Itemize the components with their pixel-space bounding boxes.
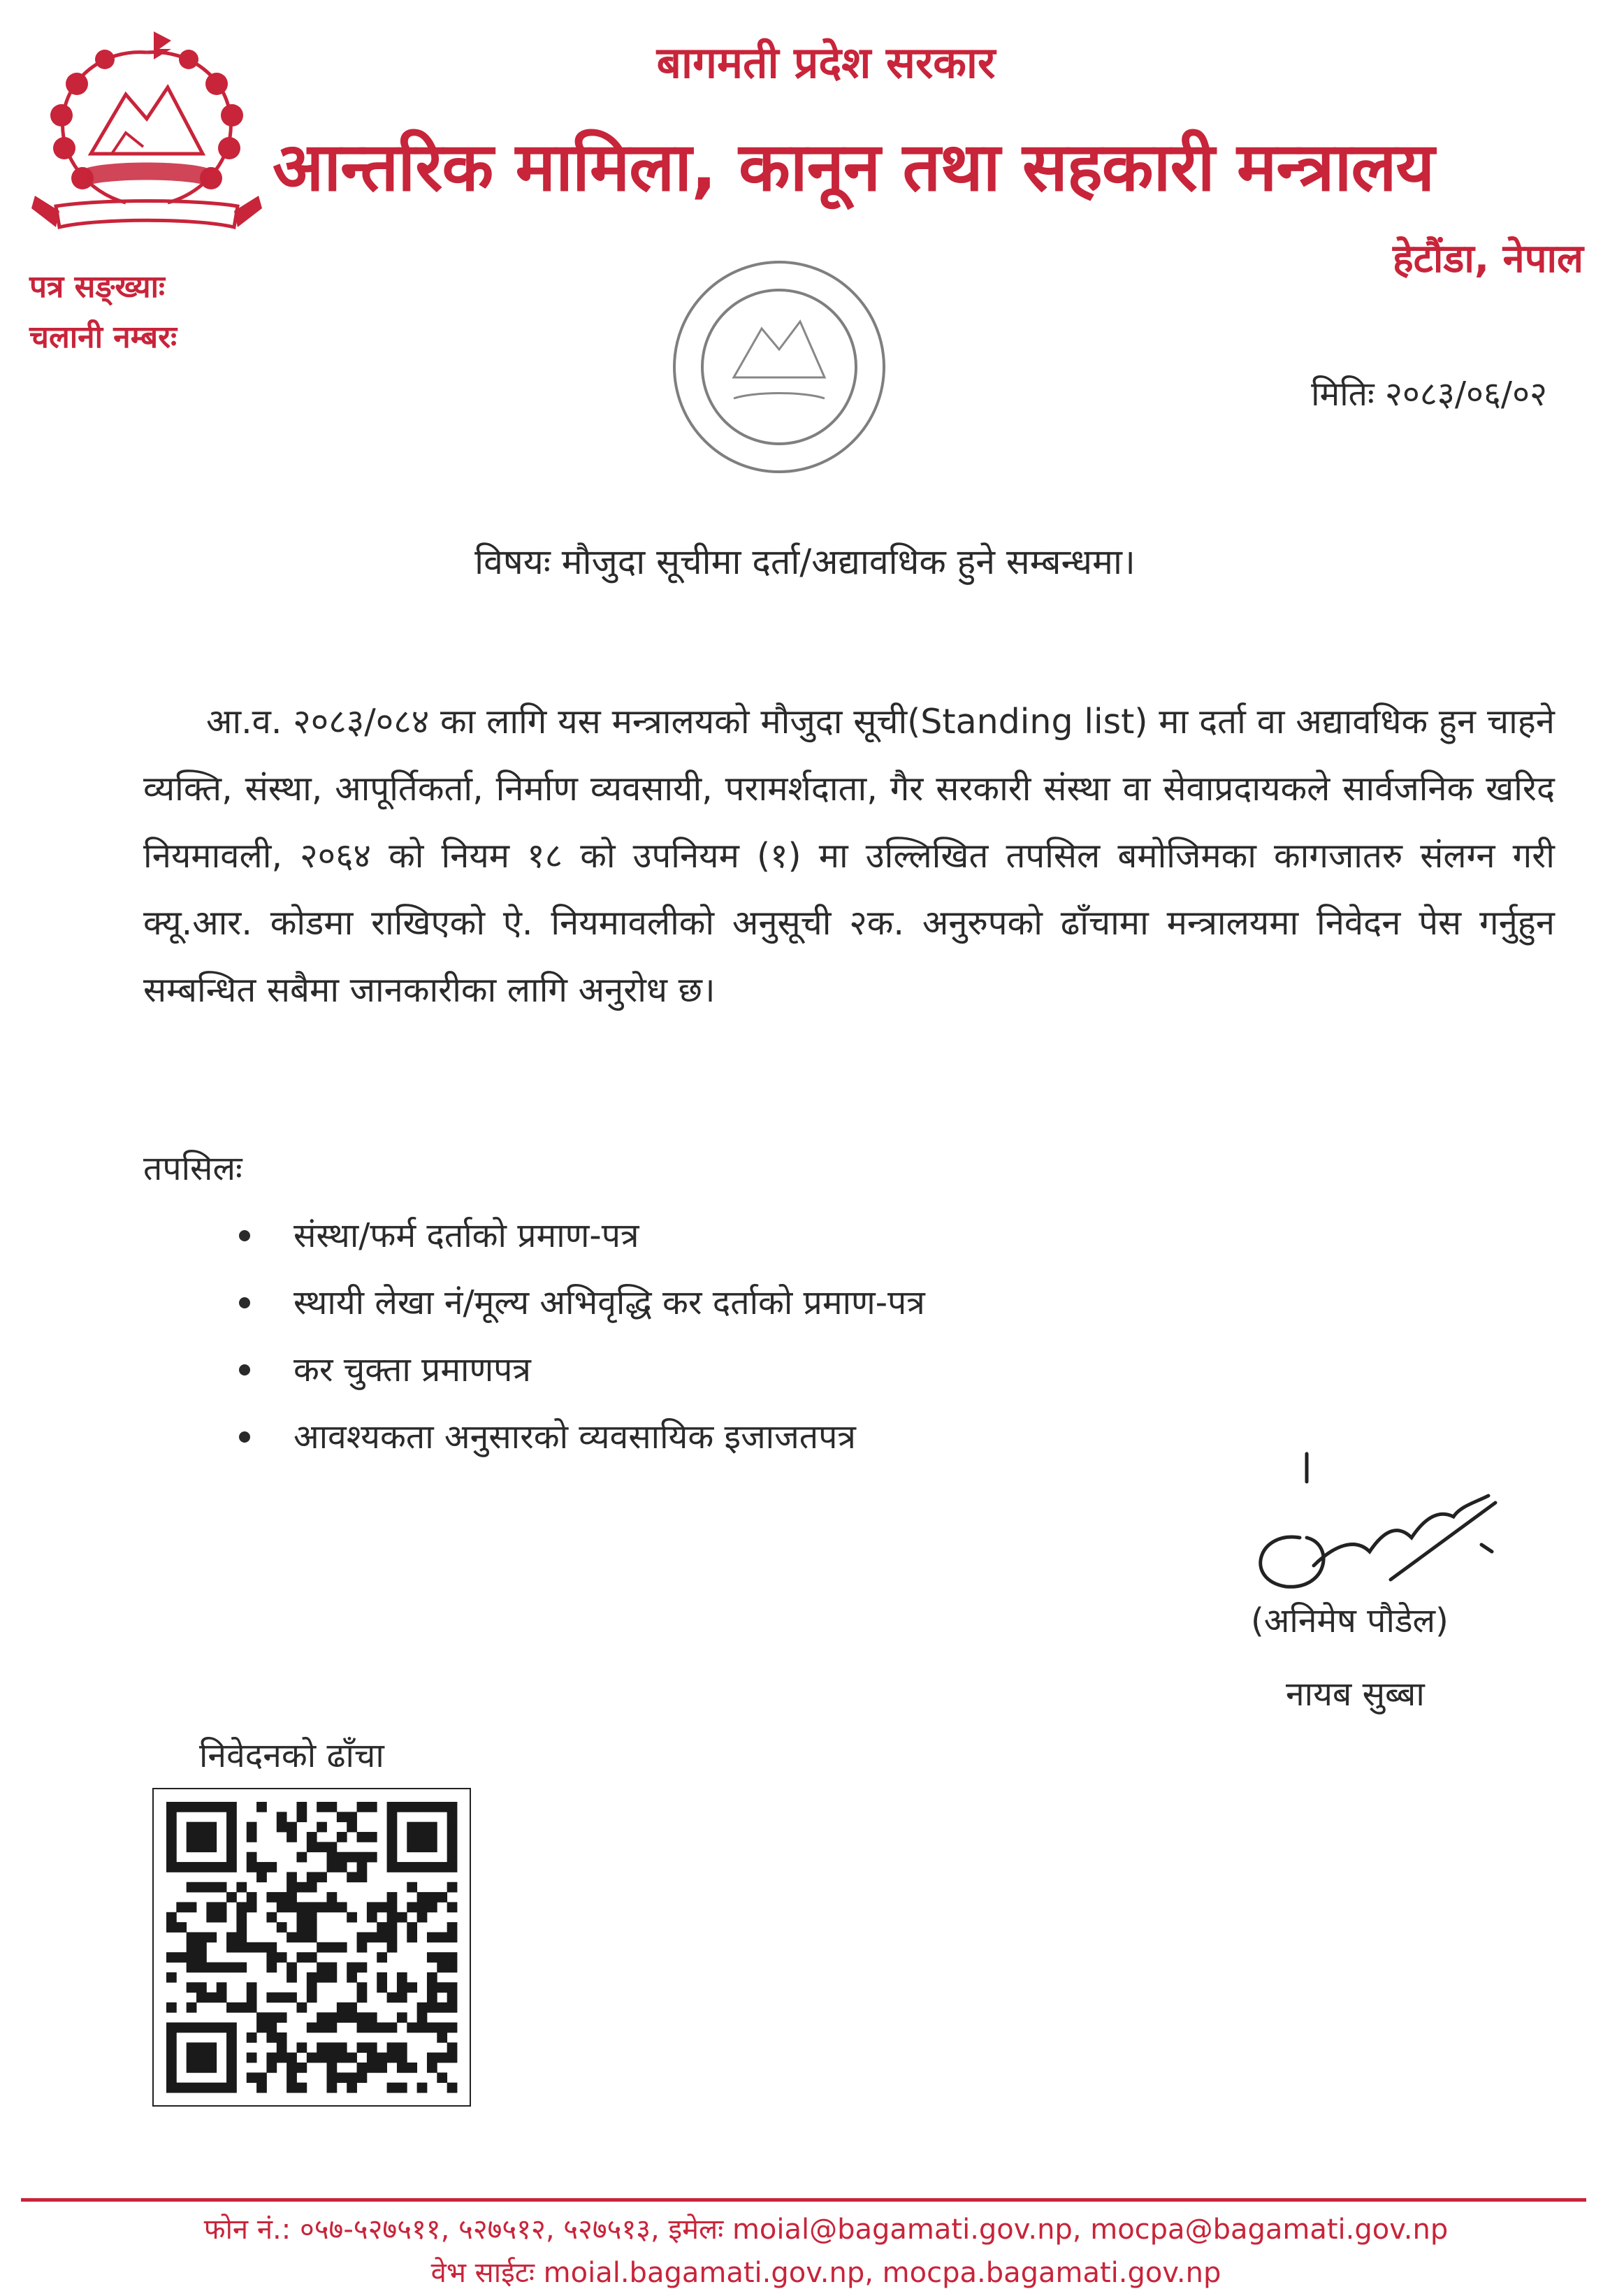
ministry-heading: आन्तरिक मामिला, कानून तथा सहकारी मन्त्रालय: [273, 128, 1435, 206]
bullet-icon: [239, 1230, 250, 1241]
province-heading: बागमती प्रदेश सरकार: [656, 37, 996, 88]
footer-website: वेभ साईटः moial.bagamati.gov.np, mocpa.bagamati.gov.np: [430, 2257, 1221, 2289]
qr-label: निवेदनको ढाँचा: [199, 1736, 384, 1775]
letter-number-label: पत्र सङ्ख्याः: [29, 269, 165, 305]
list-item: आवश्यकता अनुसारको व्यवसायिक इजाजतपत्र: [231, 1403, 925, 1471]
letter-subject: विषयः मौजुदा सूचीमा दर्ता/अद्यावधिक हुने सम्बन्धमा।: [474, 542, 1136, 582]
letter-body: [143, 688, 1555, 1024]
bullet-icon: [239, 1431, 250, 1443]
office-stamp-icon: [650, 238, 908, 496]
office-location: हेटौंडा, नेपाल: [1392, 236, 1583, 282]
dispatch-number-label: चलानी नम्बरः: [29, 319, 177, 355]
footer-divider: [21, 2198, 1586, 2202]
body-paragraph: आ.व. २०८३/०८४ का लागि यस मन्त्रालयको मौजुदा सूची(Standing list) मा दर्ता वा अद्यावधिक हुन चाहने व्यक्ति, संस्था, आपूर्तिकर्ता, निर्माण व्यवसायी, परामर्शदाता, गैर सरकारी संस्था वा सेवाप्रदायकले सार्वजनिक खरिद नियमावली, २०६४ को नियम १८ को उपनियम (१) मा उल्लिखित तपसिल बमोजिमका कागजातरु संलग्न गरी क्यू.आर. कोडमा राखिएको ऐ. नियमावलीको अनुसूची २क. अनुरुपको ढाँचामा मन्त्रालयमा निवेदन पेस गर्नुहुन सम्बन्धित सबैमा जानकारीका लागि अनुरोध छ।: [143, 702, 1555, 1010]
bullet-icon: [239, 1297, 250, 1308]
list-item: कर चुक्ता प्रमाणपत्र: [231, 1336, 925, 1403]
documents-list: [231, 1202, 925, 1471]
letter-date: मितिः २०८३/०६/०२: [1311, 375, 1547, 414]
footer-contact: फोन नं.: ०५७-५२७५११, ५२७५१२, ५२७५१३, इमेलः moial@bagamati.gov.np, mocpa@bagamati.gov.np: [203, 2214, 1449, 2246]
list-item: स्थायी लेखा नं/मूल्य अभिवृद्धि कर दर्ताको प्रमाण-पत्र: [231, 1269, 925, 1336]
handwritten-signature-icon: [1216, 1440, 1509, 1622]
bullet-icon: [239, 1364, 250, 1376]
signatory-title: नायब सुब्बा: [1286, 1675, 1425, 1714]
details-heading: तपसिलः: [143, 1149, 242, 1188]
signatory-name: (अनिमेष पौडेल): [1251, 1601, 1449, 1640]
qr-code-icon[interactable]: [152, 1788, 471, 2107]
list-item: संस्था/फर्म दर्ताको प्रमाण-पत्र: [231, 1202, 925, 1269]
